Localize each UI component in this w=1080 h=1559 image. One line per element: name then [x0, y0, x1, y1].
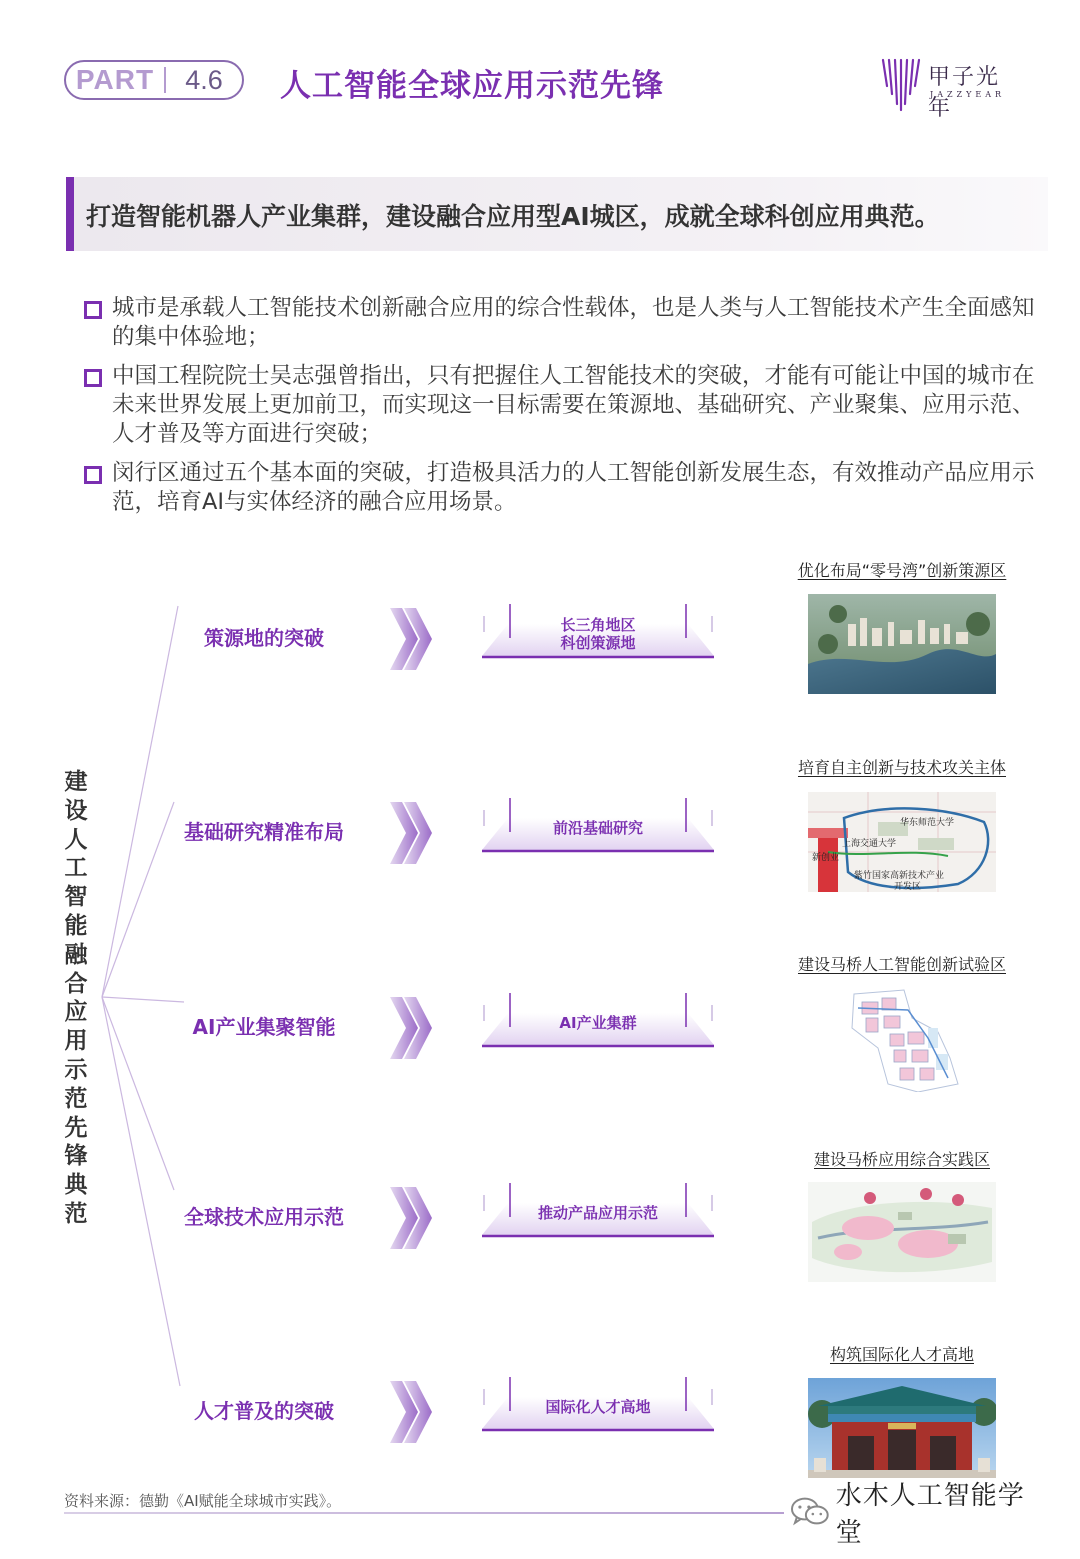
bullet-text: 闵行区通过五个基本面的突破，打造极具活力的人工智能创新发展生态，有效推动产品应用示范，培育AI与实体经济的融合应用场景。 [112, 460, 1035, 515]
row-label: AI产业集聚智能 [192, 1015, 336, 1039]
platform-text: 前沿基础研究 [552, 819, 643, 837]
map-label: 紫竹国家高新技术产业 [854, 871, 945, 881]
image-caption: 培育自主创新与技术攻关主体 [797, 758, 1006, 777]
park-masterplan [808, 1182, 996, 1282]
footer-divider [64, 1512, 784, 1514]
square-bullet-icon [84, 369, 102, 387]
map-label: 华东师范大学 [900, 818, 955, 828]
square-bullet-icon [84, 301, 102, 319]
square-bullet-icon [84, 466, 102, 484]
row-label: 全球技术应用示范 [184, 1205, 344, 1229]
map-label: 开发区 [894, 882, 922, 892]
page-title: 人工智能全球应用示范先锋 [280, 68, 664, 104]
map-label: 新创业 [812, 853, 840, 863]
bullet-list [84, 294, 1050, 527]
university-gate-photo [808, 1378, 996, 1478]
wechat-account [790, 1481, 1050, 1548]
campus-map [808, 792, 996, 892]
district-plan [808, 988, 996, 1092]
bullet-text: 城市是承载人工智能技术创新融合应用的综合性载体，也是人类与人工智能技术产生全面感知的集中体验地； [112, 295, 1035, 350]
platform-text: 国际化人才高地 [545, 1398, 651, 1416]
bullet-item [84, 362, 1050, 449]
image-caption: 建设马桥人工智能创新试验区 [797, 955, 1006, 974]
logo-english: JAZZYEAR [930, 90, 1006, 99]
logo-chinese: 甲子光年 [928, 65, 1001, 121]
bullet-text: 中国工程院院士吴志强曾指出，只有把握住人工智能技术的突破，才能有可能让中国的城市在未来世界发展上更加前卫，而实现这一目标需要在策源地、基础研究、产业聚集、应用示范、人才普及等方面进行突破； [112, 363, 1035, 447]
image-caption: 构筑国际化人才高地 [829, 1345, 974, 1364]
bullet-item [84, 459, 1050, 517]
part-number: 4.6 [185, 64, 223, 95]
part-badge [64, 60, 244, 100]
row-label: 基础研究精准布局 [184, 820, 344, 844]
double-chevron-icon [388, 995, 434, 1061]
platform-text: AI产业集群 [559, 1014, 637, 1032]
headline-text: 打造智能机器人产业集群，建设融合应用型AI城区，成就全球科创应用典范。 [86, 202, 940, 231]
part-label: PART [75, 64, 155, 95]
double-chevron-icon [388, 800, 434, 866]
platform-text: 推动产品应用示范 [537, 1204, 658, 1222]
headline-banner [66, 177, 1048, 251]
image-caption: 建设马桥应用综合实践区 [813, 1150, 990, 1169]
double-chevron-icon [388, 1379, 434, 1445]
aerial-city-photo [808, 594, 996, 694]
row-label: 策源地的突破 [204, 626, 324, 650]
wechat-account-name: 水木人工智能学堂 [835, 1481, 1025, 1548]
bullet-item [84, 294, 1050, 352]
source-note: 资料来源：德勤《AI赋能全球城市实践》。 [64, 1492, 342, 1510]
image-caption: 优化布局“零号湾”创新策源区 [797, 561, 1007, 580]
row-label: 人才普及的突破 [194, 1399, 334, 1423]
vertical-title: 建设人工智能融合应用示范先锋典范 [64, 769, 88, 1227]
platform-text: 长三角地区 科创策源地 [560, 616, 636, 652]
brand-logo [880, 56, 1020, 121]
logo-bars-icon [880, 56, 922, 112]
map-label: 上海交通大学 [842, 839, 897, 849]
double-chevron-icon [388, 606, 434, 672]
wechat-icon [790, 1496, 830, 1528]
double-chevron-icon [388, 1185, 434, 1251]
